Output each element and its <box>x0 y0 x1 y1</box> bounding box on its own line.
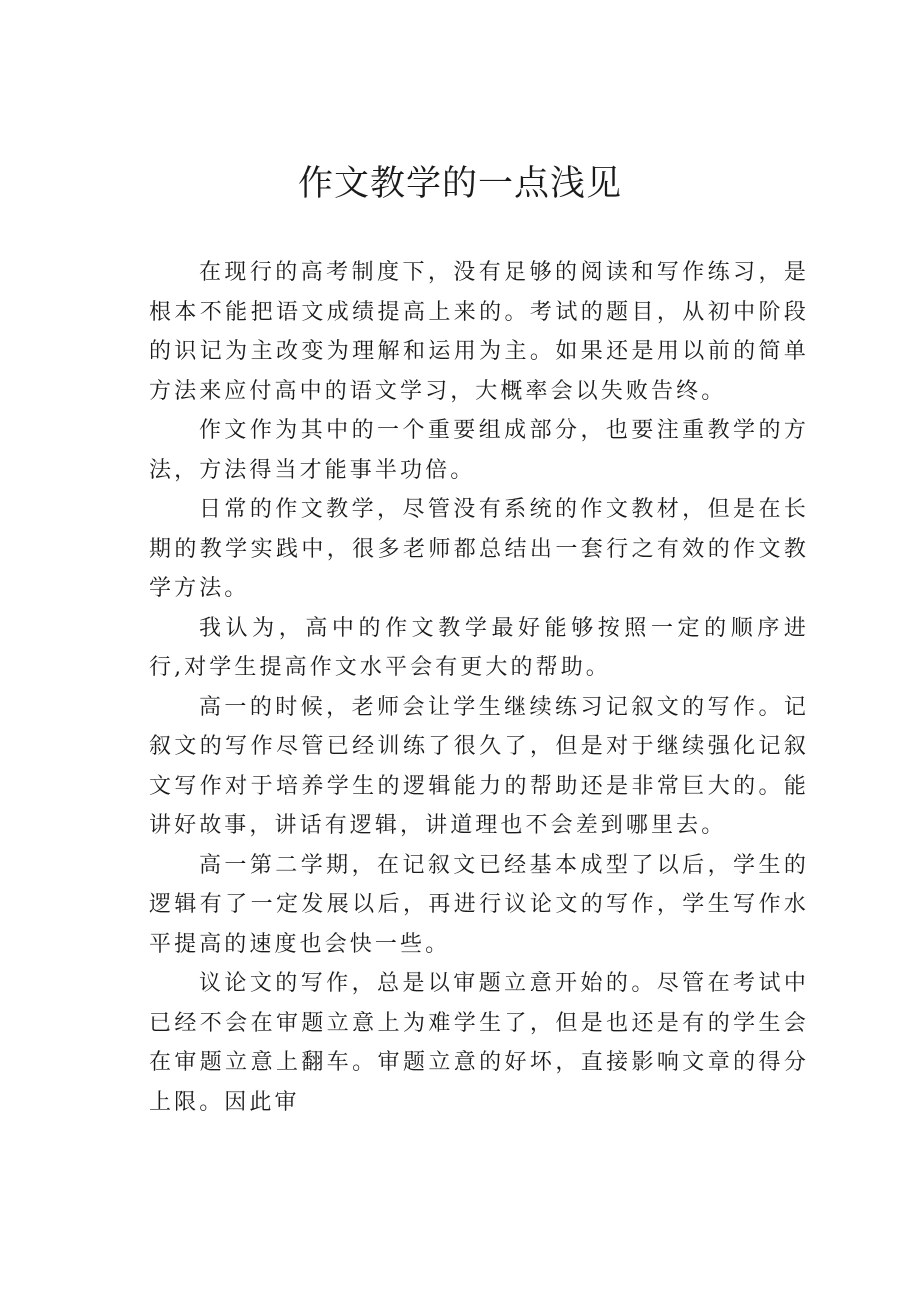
paragraph-1: 在现行的高考制度下，没有足够的阅读和写作练习，是根本不能把语文成绩提高上来的。考试的题目，从初中阶段的识记为主改变为理解和运用为主。如果还是用以前的简单方法来应付高中的语文学习，大概率会以失败告终。 <box>149 260 809 404</box>
document-body <box>149 253 809 1122</box>
paragraph-6: 高一第二学期，在记叙文已经基本成型了以后，学生的逻辑有了一定发展以后，再进行议论文的写作，学生写作水平提高的速度也会快一些。 <box>149 852 809 957</box>
paragraph-7: 议论文的写作，总是以审题立意开始的。尽管在考试中已经不会在审题立意上为难学生了，但是也还是有的学生会在审题立意上翻车。审题立意的好坏，直接影响文章的得分上限。因此审 <box>149 971 809 1115</box>
paragraph-2: 作文作为其中的一个重要组成部分，也要注重教学的方法，方法得当才能事半功倍。 <box>149 418 809 483</box>
document-title: 作文教学的一点浅见 <box>297 164 622 204</box>
paragraph-5: 高一的时候，老师会让学生继续练习记叙文的写作。记叙文的写作尽管已经训练了很久了，但是对于继续强化记叙文写作对于培养学生的逻辑能力的帮助还是非常巨大的。能讲好故事，讲话有逻辑，讲道理也不会差到哪里去。 <box>149 694 809 838</box>
paragraph-3: 日常的作文教学，尽管没有系统的作文教材，但是在长期的教学实践中，很多老师都总结出一套行之有效的作文教学方法。 <box>149 497 809 601</box>
paragraph-4: 我认为，高中的作文教学最好能够按照一定的顺序进行,对学生提高作文水平会有更大的帮助。 <box>149 615 809 680</box>
